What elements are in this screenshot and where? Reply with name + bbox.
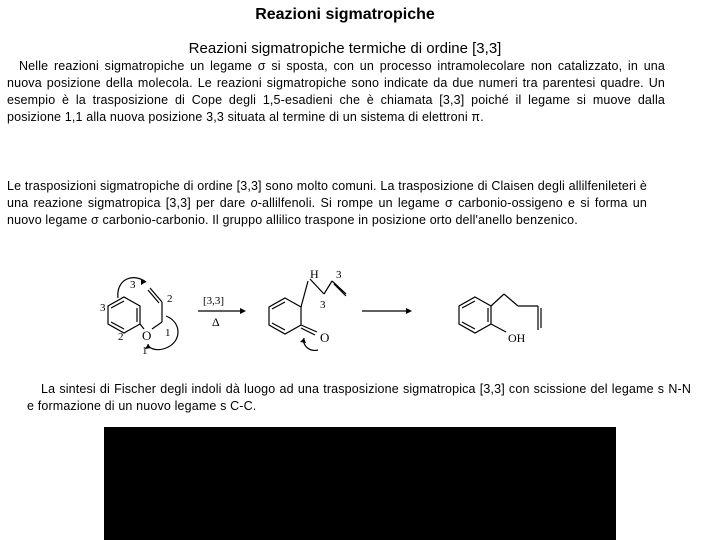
hydroxyl-label: OH <box>508 331 526 345</box>
atom-label: 2 <box>167 293 173 305</box>
arrow-label: [3,3] <box>203 295 225 307</box>
paragraph-fischer: La sintesi di Fischer degli indoli dà luogo ad una trasposizione sigmatropica [3,3] con scissione del legame s N-N e formazione di un nuovo legame s C-C. <box>27 382 691 413</box>
pi-symbol: π <box>471 110 481 124</box>
paragraph-cope: Nelle reazioni sigmatropiche un legame σ si sposta, con un processo intramolecolare non catalizzato, in una nuova posizione della molecola. Le reazioni sigmatropiche sono indicate da due numeri tra parentesi quadre. Un esempio è la trasposizione di Cope degli 1,5-esadieni che è chiamata [3,3] poiché il legame si muove dalla posizione 1,1 alla nuova posizione 3,3 situata al termine di un sistema di elettroni π. <box>7 59 665 124</box>
sigma-symbol: σ <box>257 59 266 73</box>
atom-label: 3 <box>130 279 136 291</box>
ortho-prefix: o <box>250 196 258 210</box>
hydrogen-label: H <box>310 267 319 281</box>
atom-label: 2 <box>118 331 124 343</box>
atom-label: 3 <box>320 299 326 311</box>
atom-label: 1 <box>165 327 171 339</box>
atom-label: 1 <box>142 345 148 357</box>
sigma-symbol: σ <box>445 196 453 210</box>
paragraph-claisen: Le trasposizioni sigmatropiche di ordine [3,3] sono molto comuni. La trasposizione di Claisen degli allilfenileteri è una reazione sigmatropica [3,3] per dare o-allilfenoli. Si rompe un legame σ carbonio-ossigeno e si forma un nuovo legame σ carbonio-carbonio. Il gruppo allilico traspone in posizione orto dell'anello benzenico. <box>7 179 647 227</box>
atom-label: 3 <box>100 302 106 314</box>
page-subtitle: Reazioni sigmatropiche termiche di ordine [3,3] <box>188 40 502 57</box>
oxygen-label: O <box>320 330 330 345</box>
black-image-placeholder <box>104 427 616 540</box>
atom-label: 3 <box>336 269 342 281</box>
arrow-sublabel: Δ <box>212 315 220 329</box>
claisen-rearrangement-scheme <box>70 266 570 360</box>
page-title: Reazioni sigmatropiche <box>255 6 435 23</box>
oxygen-label: O <box>142 328 152 343</box>
sigma-symbol: σ <box>90 213 99 227</box>
